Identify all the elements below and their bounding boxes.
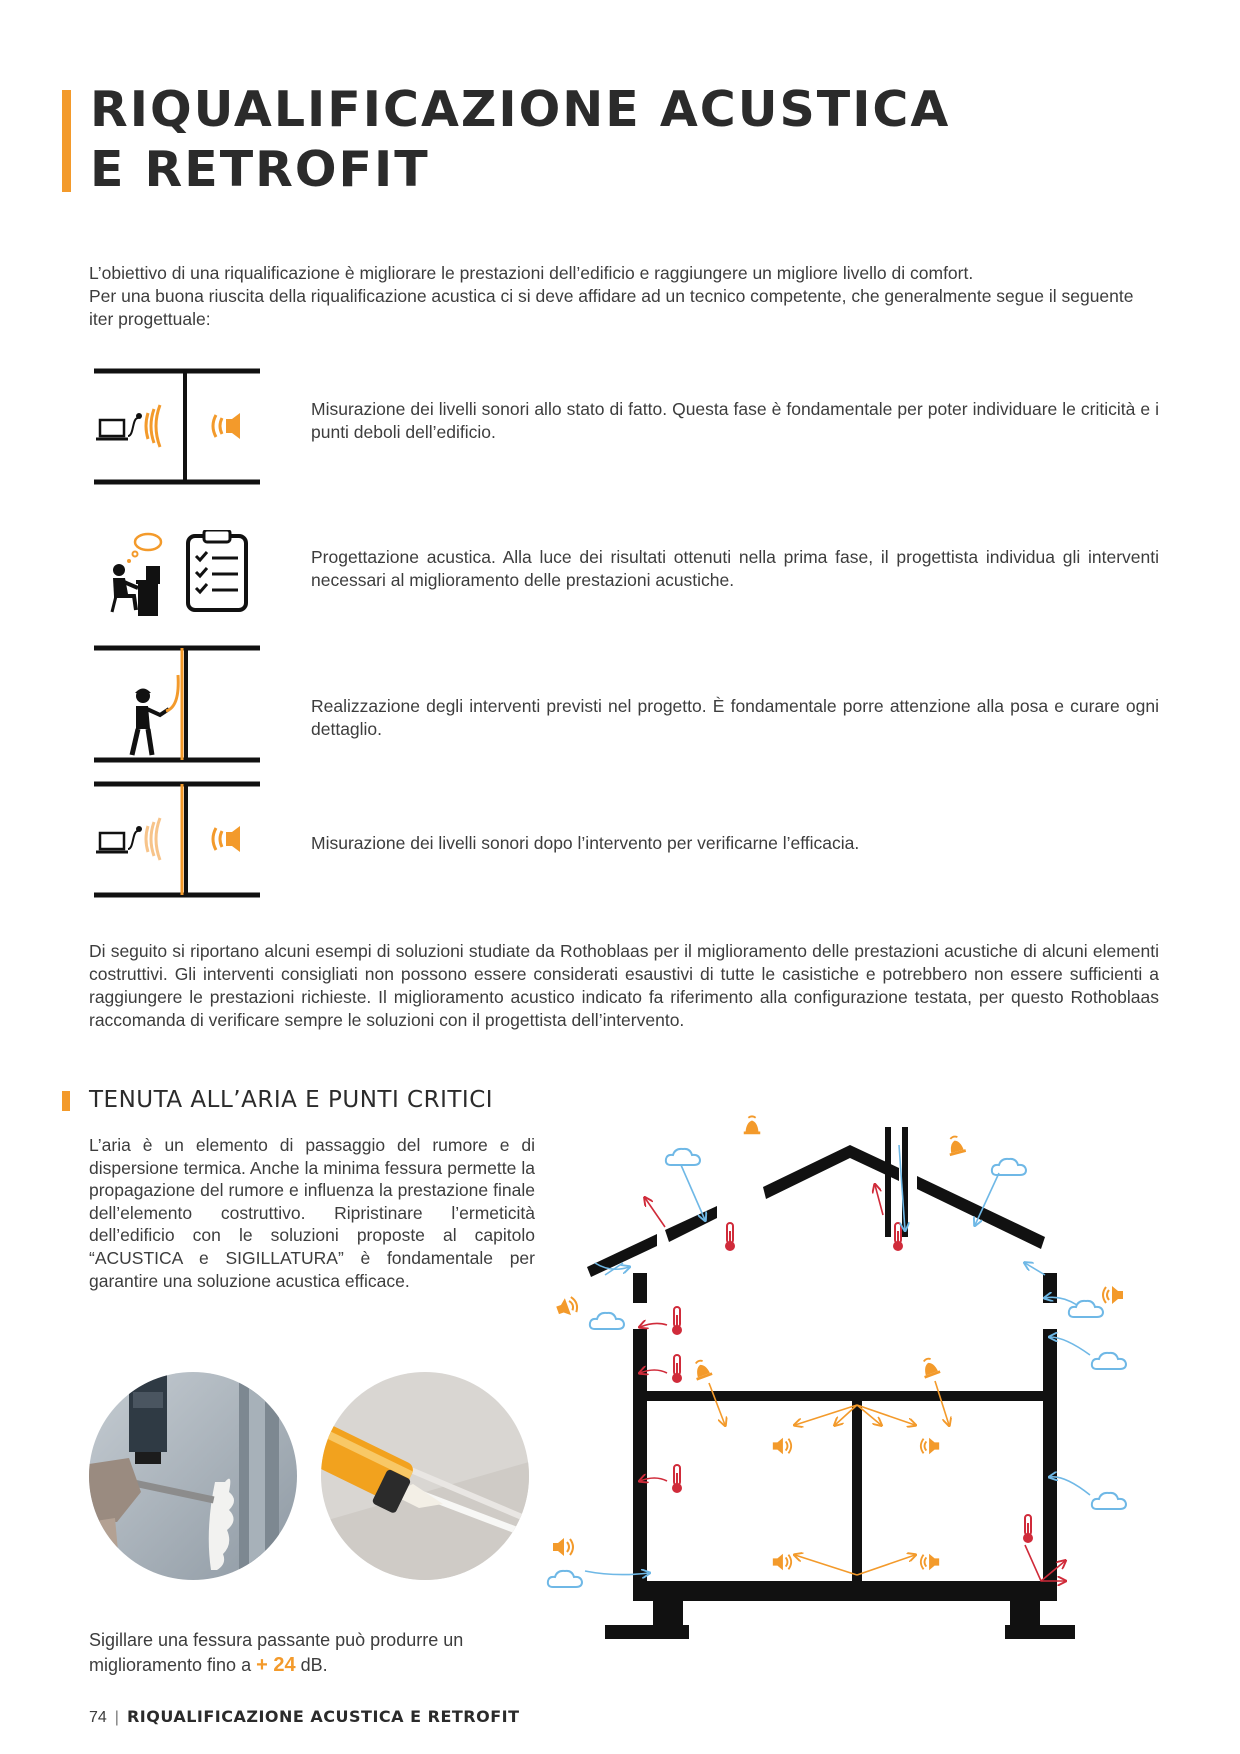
acoustic-design-icon — [94, 530, 264, 620]
caption-text-after: dB. — [295, 1655, 328, 1675]
foam-gun-photo — [89, 1372, 297, 1580]
page-title-line-1: RIQUALIFICAZIONE ACUSTICA — [90, 81, 951, 138]
page-footer — [89, 1706, 520, 1729]
intro-paragraph — [89, 262, 1159, 331]
caption-text-before: Sigillare una fessura passante può produrre un miglioramento fino a — [89, 1630, 464, 1675]
section-title: TENUTA ALL’ARIA E PUNTI CRITICI — [89, 1087, 494, 1113]
intro-line-2: Per una buona riuscita della riqualificazione acustica ci si deve affidare ad un tecnico competente, che generalmente segue il seguente iter progettuale: — [89, 286, 1134, 329]
title-accent-bar — [62, 90, 71, 192]
page-title-line-2: E RETROFIT — [90, 141, 430, 198]
section-accent-bar — [62, 1091, 70, 1111]
sealant-gun-photo — [321, 1372, 529, 1580]
caption-highlight-value: + 24 — [256, 1654, 296, 1676]
step-1-text: Misurazione dei livelli sonori allo stato di fatto. Questa fase è fondamentale per poter individuare le criticità e i punti deboli dell’edificio. — [311, 399, 1159, 442]
construction-worker-icon — [94, 645, 264, 765]
step-4-illustration — [94, 781, 264, 906]
step-1-illustration — [94, 368, 264, 493]
step-2-illustration — [94, 530, 264, 625]
step-2-text: Progettazione acustica. Alla luce dei risultati ottenuti nella prima fase, il progettista individua gli interventi necessari al miglioramento delle prestazioni acustiche. — [311, 547, 1159, 590]
page-title — [90, 80, 950, 200]
footer-title: RIQUALIFICAZIONE ACUSTICA E RETROFIT — [126, 1707, 520, 1726]
house-structure — [587, 1127, 1075, 1639]
sound-verification-icon — [94, 781, 264, 901]
air-leak-house-diagram — [545, 1115, 1135, 1665]
step-3-text: Realizzazione degli interventi previsti nel progetto. È fondamentale porre attenzione alla posa e curare ogni dettaglio. — [311, 696, 1159, 739]
step-3-illustration — [94, 645, 264, 770]
air-flow-arrows — [585, 1145, 1090, 1581]
improvement-caption — [89, 1628, 549, 1678]
footer-separator: | — [114, 1709, 119, 1726]
intro-line-1: L’obiettivo di una riqualificazione è migliorare le prestazioni dell’edificio e raggiungere un migliore livello di comfort. — [89, 263, 974, 283]
examples-paragraph: Di seguito si riportano alcuni esempi di soluzioni studiate da Rothoblaas per il miglioramento delle prestazioni acustiche di alcuni elementi costruttivi. Gli interventi consigliati non possono essere considerati esaustivi di tutte le casistiche e potrebbero non essere sufficienti a raggiungere le prestazioni richieste. Il miglioramento acustico indicato fa riferimento alla configurazione testata, per questo Rothoblaas raccomanda di verificare sempre le soluzioni con il progettista dell’intervento. — [89, 941, 1159, 1030]
section-body: L’aria è un elemento di passaggio del rumore e di dispersione termica. Anche la minima fessura permette la propagazione del rumore e influenza la prestazione finale dell’elemento costruttivo. Ripristinare l’ermeticità dell’edificio con le soluzioni proposte al capitolo “ACUSTICA e SIGILLATURA” è fondamentale per garantire una soluzione acustica efficace. — [89, 1135, 535, 1291]
page-number: 74 — [89, 1709, 107, 1726]
sound-measurement-icon — [94, 368, 264, 488]
step-4-text: Misurazione dei livelli sonori dopo l’intervento per verificarne l’efficacia. — [311, 833, 860, 853]
